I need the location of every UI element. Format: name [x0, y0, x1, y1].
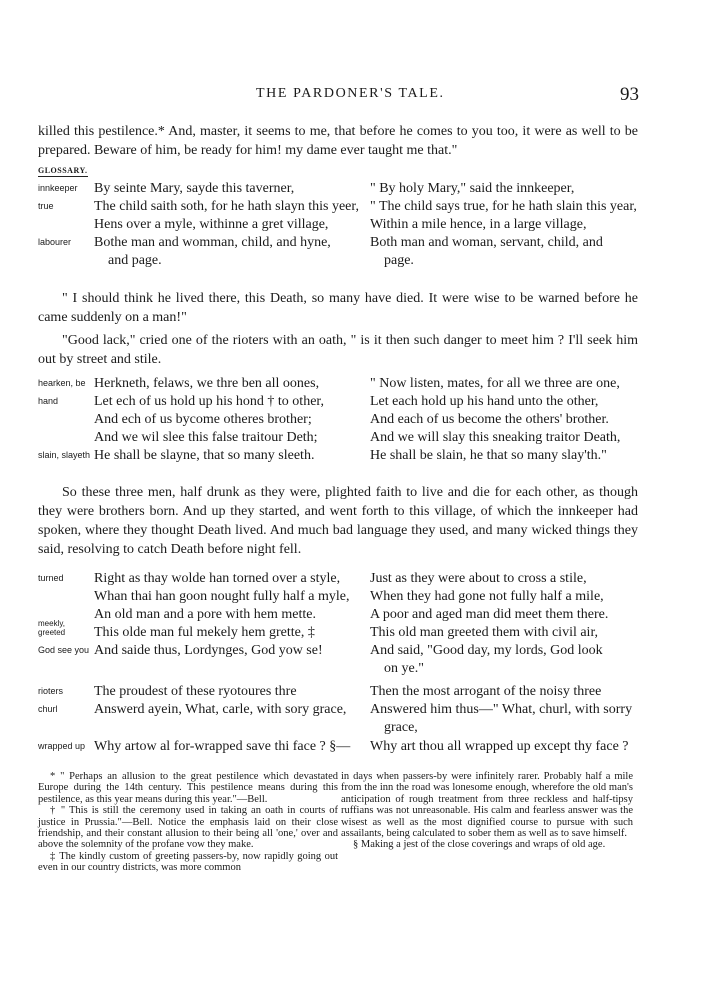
- old-english-line: Whan thai han goon nought fully half a myle,: [94, 589, 350, 604]
- old-english-line: And we wil slee this false traitour Deth;: [94, 430, 318, 445]
- old-english-line: He shall be slayne, that so many sleeth.: [94, 448, 315, 463]
- prose-block: [38, 289, 638, 369]
- verse-row: [0, 739, 711, 757]
- verse-row: [0, 661, 711, 679]
- old-english-line: Why artow al for-wrapped save thi face ? §—: [94, 739, 351, 754]
- verse-row: [0, 217, 711, 235]
- footnotes-right: [341, 771, 633, 851]
- verse-stanza-4: [0, 684, 711, 738]
- verse-stanza-5: [0, 739, 711, 757]
- modern-english-line: And we will slay this sneaking traitor Death,: [370, 430, 621, 445]
- old-english-line: Bothe man and womman, child, and hyne,: [94, 235, 331, 250]
- verse-stanza-1: [0, 181, 711, 271]
- old-english-line: By seinte Mary, sayde this taverner,: [94, 181, 295, 196]
- gloss-note: true: [38, 201, 54, 211]
- modern-english-line: grace,: [384, 720, 418, 735]
- modern-english-line: This old man greeted them with civil air,: [370, 625, 599, 640]
- footnotes-left: [38, 771, 338, 874]
- modern-english-line: He shall be slain, he that so many slay'th.": [370, 448, 607, 463]
- prose-block: [38, 483, 638, 559]
- paragraph: killed this pestilence.* And, master, it seems to me, that before he comes to you too, it were as well to be prepared. Beware of him, be ready for him! my dame ever taught me that.": [38, 124, 638, 158]
- verse-row: [0, 684, 711, 702]
- modern-english-line: Within a mile hence, in a large village,: [370, 217, 587, 232]
- modern-english-line: Both man and woman, servant, child, and: [370, 235, 603, 250]
- modern-english-line: A poor and aged man did meet them there.: [370, 607, 609, 622]
- verse-row: [0, 412, 711, 430]
- verse-row: [0, 571, 711, 589]
- page-number: 93: [620, 84, 639, 105]
- verse-row: [0, 235, 711, 253]
- gloss-note: churl: [38, 704, 58, 714]
- modern-english-line: And each of us become the others' brother.: [370, 412, 609, 427]
- old-english-line: An old man and a pore with hem mette.: [94, 607, 316, 622]
- verse-row: [0, 720, 711, 738]
- old-english-line: Herkneth, felaws, we thre ben all oones,: [94, 376, 320, 391]
- old-english-line: The child saith soth, for he hath slayn this yeer,: [94, 199, 359, 214]
- modern-english-line: Answered him thus—" What, churl, with sorry: [370, 702, 633, 717]
- verse-row: [0, 643, 711, 661]
- paragraph: " I should think he lived there, this Death, so many have died. It were wise to be warned before he came suddenly on a man!": [38, 291, 638, 325]
- gloss-note: slain, slayeth: [38, 450, 91, 460]
- verse-row: [0, 199, 711, 217]
- old-english-line: Let ech of us hold up his hond † to other,: [94, 394, 325, 409]
- gloss-note: rioters: [38, 686, 64, 696]
- verse-row: [0, 181, 711, 199]
- old-english-line: And ech of us bycome otheres brother;: [94, 412, 312, 427]
- gloss-note: hand: [38, 396, 59, 406]
- modern-english-line: When they had gone not fully half a mile,: [370, 589, 604, 604]
- verse-row: [0, 448, 711, 466]
- modern-english-line: Why art thou all wrapped up except thy face ?: [370, 739, 629, 754]
- running-header: THE PARDONER'S TALE.: [256, 86, 445, 101]
- footnote: † " This is still the ceremony used in taking an oath in courts of justice in Prussia."—Bell. Notice the emphasis laid on their close friendship, and their constant allusion to their being all 'one,' over and above the solemnity of the profane vow they make.: [38, 805, 338, 851]
- modern-english-line: " The child says true, for he hath slain this year,: [370, 199, 637, 214]
- verse-row: [0, 394, 711, 412]
- modern-english-line: Just as they were about to cross a stile,: [370, 571, 587, 586]
- modern-english-line: on ye.": [384, 661, 424, 676]
- footnote: * " Perhaps an allusion to the great pestilence which devastated Europe during the 14th century. This pestilence means during this pestilence, as this year means during this year."—Bell.: [38, 771, 338, 805]
- gloss-note: God see you: [38, 645, 90, 655]
- gloss-note: meekly, greeted: [38, 619, 66, 637]
- footnote: ‡ The kindly custom of greeting passers-by, now rapidly going out even in our country districts, was more common: [38, 850, 338, 874]
- intro-text: [38, 122, 638, 160]
- modern-english-line: page.: [384, 253, 414, 268]
- modern-english-line: " Now listen, mates, for all we three are one,: [370, 376, 620, 391]
- gloss-note: innkeeper: [38, 183, 78, 193]
- modern-english-line: Let each hold up his hand unto the other,: [370, 394, 599, 409]
- paragraph: "Good lack," cried one of the rioters with an oath, " is it then such danger to meet him ? I'll seek him out by street and stile.: [38, 333, 638, 367]
- modern-english-line: " By holy Mary," said the innkeeper,: [370, 181, 575, 196]
- glossary-heading: GLOSSARY.: [38, 166, 88, 175]
- gloss-note: turned: [38, 573, 64, 583]
- verse-row: [0, 253, 711, 271]
- old-english-line: And saide thus, Lordynges, God yow se!: [94, 643, 323, 658]
- old-english-line: Right as thay wolde han torned over a style,: [94, 571, 341, 586]
- gloss-note: labourer: [38, 237, 72, 247]
- verse-row: [0, 589, 711, 607]
- paragraph: So these three men, half drunk as they were, plighted faith to live and die for each other, as though they were brothers born. And up they started, and went forth to this village, of which the innkeeper had spoken, where they thought Death lived. And much bad language they used, and many wicked things they said, resolving to catch Death before night fell.: [38, 485, 638, 557]
- modern-english-line: And said, "Good day, my lords, God look: [370, 643, 603, 658]
- modern-english-line: Then the most arrogant of the noisy three: [370, 684, 602, 699]
- old-english-line: Hens over a myle, withinne a gret village,: [94, 217, 329, 232]
- gloss-note: wrapped up: [38, 741, 86, 751]
- footnote: in days when passers-by were infinitely rarer. Probably half a mile from the inn the road was lonesome enough, wherefore the old man's anticipation of rough treatment from three reckless and half-tipsy ruffians was not unreasonable. His calm and fearless answer was the wisest as well as the most dignified course to pursue with such assailants, being calculated to sober them as well as to save himself.: [341, 771, 633, 840]
- verse-row: [0, 376, 711, 394]
- gloss-note: hearken, be: [38, 378, 86, 388]
- old-english-line: and page.: [108, 253, 162, 268]
- verse-row: [0, 607, 711, 625]
- old-english-line: The proudest of these ryotoures thre: [94, 684, 297, 699]
- verse-row: [0, 619, 711, 643]
- footnote: § Making a jest of the close coverings and wraps of old age.: [353, 839, 606, 851]
- verse-row: [0, 430, 711, 448]
- old-english-line: This olde man ful mekely hem grette, ‡: [94, 625, 315, 640]
- verse-row: [0, 702, 711, 720]
- verse-stanza-2: [0, 376, 711, 466]
- old-english-line: Answerd ayein, What, carle, with sory grace,: [94, 702, 347, 717]
- verse-stanza-3: [0, 571, 711, 679]
